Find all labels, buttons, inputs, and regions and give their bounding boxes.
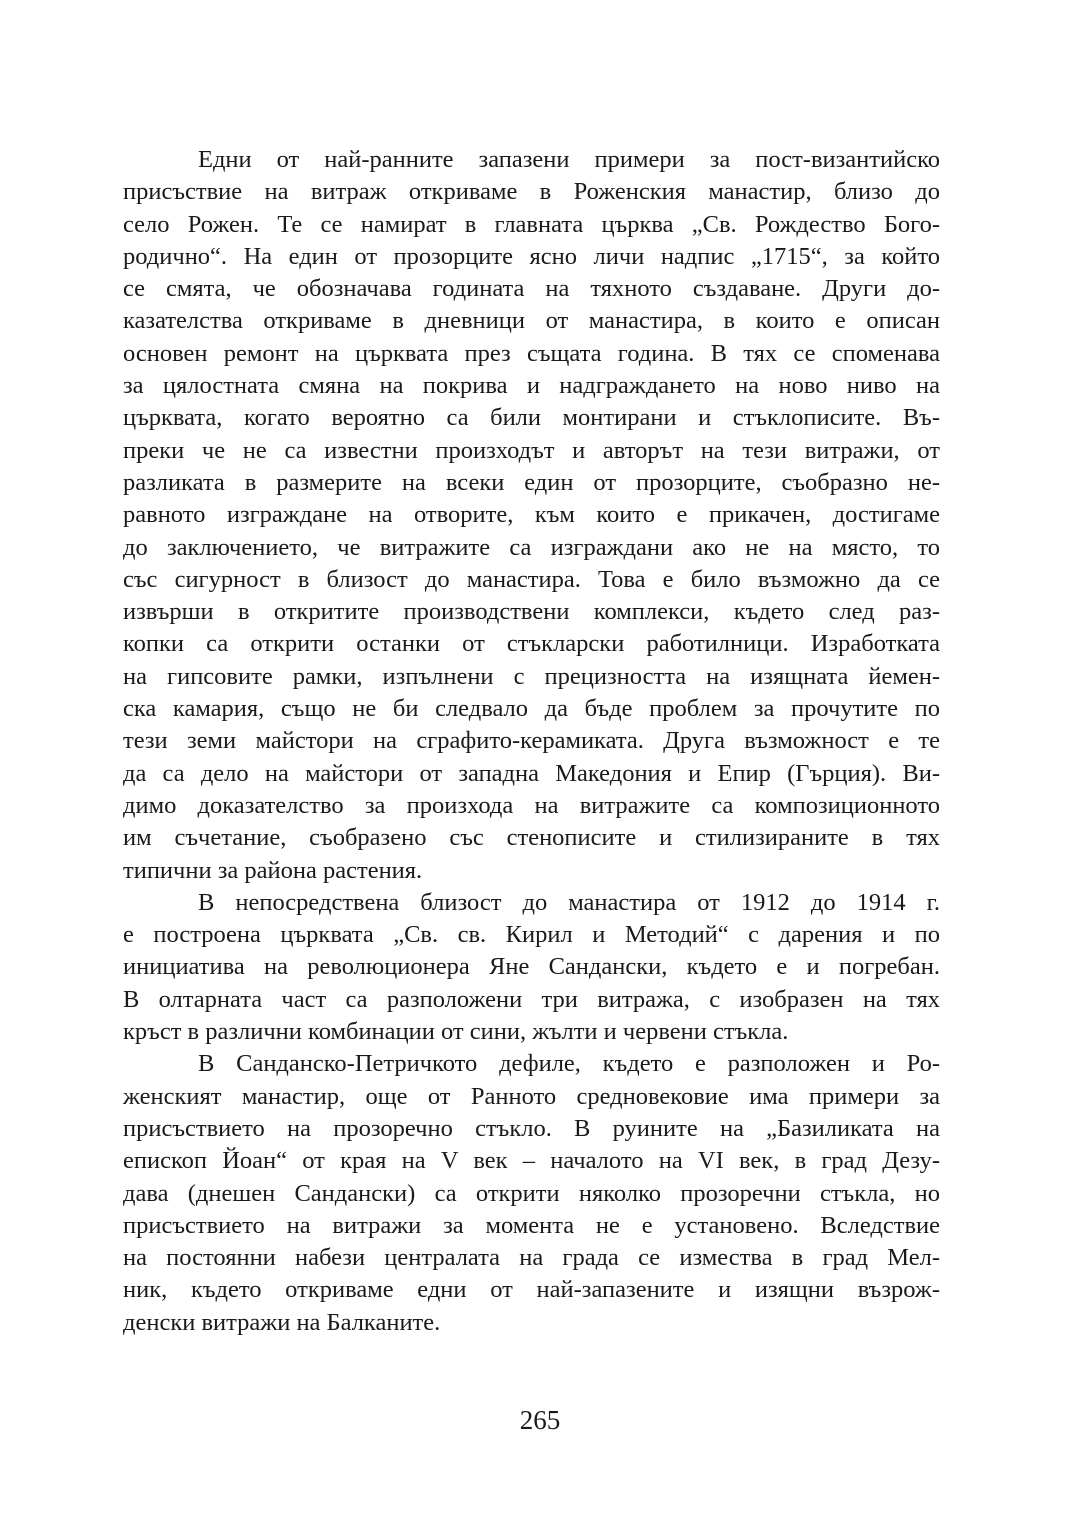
- text-line: типични за района растения.: [123, 856, 423, 884]
- text-line: женският манастир, още от Ранното средновековие има примери за: [123, 1082, 940, 1110]
- text-line: присъствие на витраж откриваме в Роженския манастир, близо до: [123, 178, 940, 206]
- text-line: кръст в различни комбинации от сини, жълти и червени стъкла.: [123, 1018, 789, 1046]
- text-line: дава (днешен Сандански) са открити няколко прозоречни стъкла, но: [123, 1179, 940, 1207]
- text-line: им съчетание, съобразено със стенописите и стилизираните в тях: [123, 824, 940, 852]
- text-line: село Рожен. Те се намират в главната църква „Св. Рождество Бого-: [123, 210, 940, 238]
- text-line: на постоянни набези централата на града се измества в град Мел-: [123, 1244, 940, 1272]
- text-line: църквата, когато вероятно са били монтирани и стъклописите. Въ-: [123, 404, 940, 432]
- text-line: копки са открити останки от стъкларски работилници. Изработката: [123, 630, 940, 658]
- text-line: на гипсовите рамки, изпълнени с прецизността на изящната йемен-: [123, 662, 940, 690]
- text-line: е построена църквата „Св. св. Кирил и Методий“ с дарения и по: [123, 921, 940, 949]
- text-line: тези земи майстори на сграфито-керамиката. Друга възможност е те: [123, 727, 940, 755]
- paragraph-3: [123, 1048, 940, 1339]
- text-line: разликата в размерите на всеки един от прозорците, съобразно не-: [123, 468, 940, 496]
- body-text: [123, 144, 940, 1339]
- text-line: до заключението, че витражите са изграждани ако не на място, то: [123, 533, 940, 561]
- paragraph-2: [123, 887, 940, 1048]
- paragraph-1: [123, 144, 940, 887]
- text-line: основен ремонт на църквата през същата година. В тях се споменава: [123, 339, 940, 367]
- text-line: Едни от най-ранните запазени примери за пост-византийско: [198, 146, 940, 173]
- text-line: В Санданско-Петричкото дефиле, където е разположен и Ро-: [198, 1050, 940, 1078]
- text-line: ска камария, също не би следвало да бъде проблем за прочутите по: [123, 695, 940, 723]
- text-line: В непосредствена близост до манастира от 1912 до 1914 г.: [198, 888, 940, 916]
- text-line: В олтарната част са разположени три витража, с изобразен на тях: [123, 985, 940, 1013]
- text-line: ник, където откриваме едни от най-запазените и изящни възрож-: [123, 1276, 940, 1304]
- text-line: присъствието на витражи за момента не е установено. Вследствие: [123, 1211, 940, 1239]
- text-line: извърши в откритите производствени комплекси, където след раз-: [123, 598, 940, 626]
- text-line: денски витражи на Балканите.: [123, 1308, 441, 1336]
- text-line: за цялостната смяна на покрива и надграждането на ново ниво на: [123, 372, 940, 400]
- text-line: епископ Йоан“ от края на V век – началото на VI век, в град Дезу-: [123, 1147, 940, 1175]
- text-line: равното изграждане на отворите, към които е прикачен, достигаме: [123, 501, 940, 529]
- text-line: преки че не са известни произходът и авторът на тези витражи, от: [123, 436, 940, 464]
- text-line: родично“. На един от прозорците ясно личи надпис „1715“, за който: [123, 242, 940, 270]
- text-line: казателства откриваме в дневници от манастира, в които е описан: [123, 307, 940, 335]
- text-line: инициатива на революционера Яне Сандански, където е и погребан.: [123, 953, 940, 981]
- text-line: димо доказателство за произхода на витражите са композиционното: [123, 791, 940, 819]
- text-line: да са дело на майстори от западна Македония и Епир (Гърция). Ви-: [123, 759, 940, 787]
- page-number: 265: [519, 1405, 561, 1435]
- text-line: се смята, че обозначава годината на тяхното създаване. Други до-: [123, 275, 940, 303]
- text-line: със сигурност в близост до манастира. Това е било възможно да се: [123, 565, 940, 593]
- text-line: присъствието на прозоречно стъкло. В руините на „Базиликата на: [123, 1114, 940, 1142]
